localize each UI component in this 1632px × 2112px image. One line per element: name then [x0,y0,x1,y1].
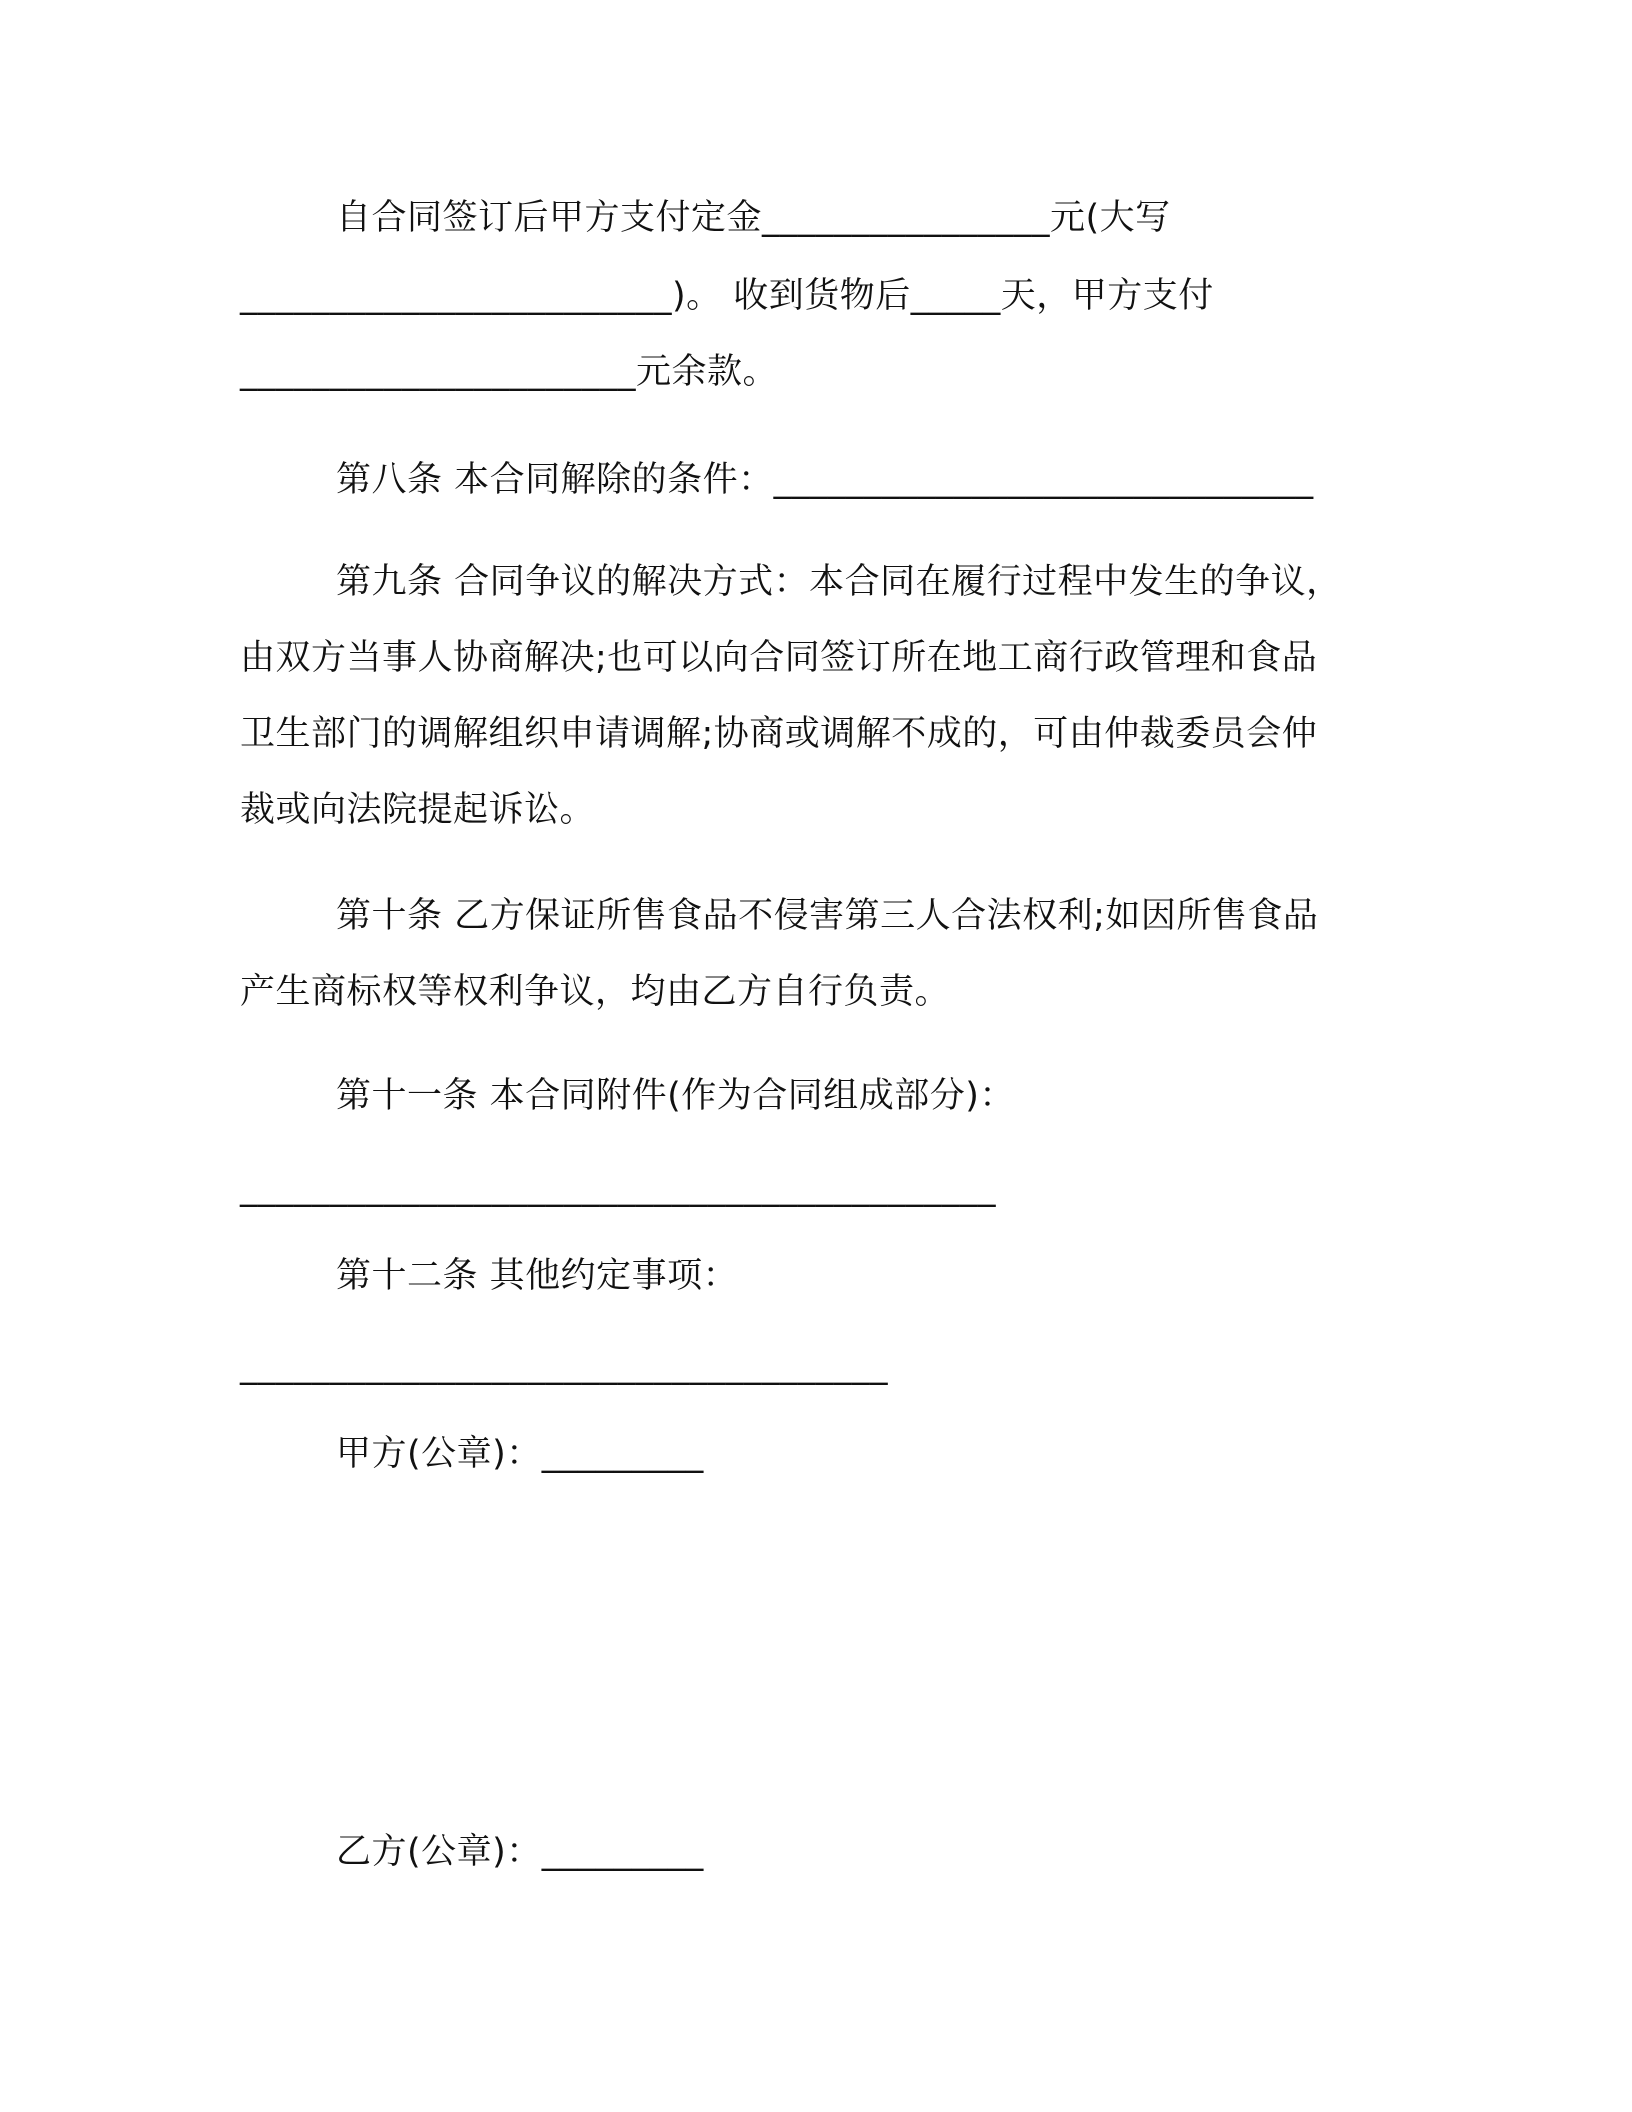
article-9-line-4: 裁或向法院提起诉讼。 [240,790,596,830]
payment-line-3: ______________________元余款。 [240,352,779,392]
article-9-line-3: 卫生部门的调解组织申请调解;协商或调解不成的，可由仲裁委员会仲 [240,714,1318,754]
article-9-line-2: 由双方当事人协商解决;也可以向合同签订所在地工商行政管理和食品 [240,638,1318,678]
article-11-blank: __________________________________________ [240,1168,996,1208]
party-b-seal: 乙方(公章)：_________ [336,1832,704,1872]
article-10-line-1: 第十条 乙方保证所售食品不侵害第三人合法权利;如因所售食品 [336,896,1319,936]
article-12: 第十二条 其他约定事项： [336,1256,739,1296]
article-10-line-2: 产生商标权等权利争议，均由乙方自行负责。 [240,972,951,1012]
party-a-seal: 甲方(公章)：_________ [336,1434,704,1474]
article-11: 第十一条 本合同附件(作为合同组成部分)： [336,1076,1015,1116]
article-12-blank: ____________________________________ [240,1346,888,1386]
article-8: 第八条 本合同解除的条件：______________________________ [336,460,1314,500]
payment-line-2: ________________________)。 收到货物后_____天，甲方支付 [240,276,1214,316]
payment-line-1: 自合同签订后甲方支付定金________________元(大写 [336,198,1171,238]
article-9-line-1: 第九条 合同争议的解决方式：本合同在履行过程中发生的争议， [336,562,1342,602]
